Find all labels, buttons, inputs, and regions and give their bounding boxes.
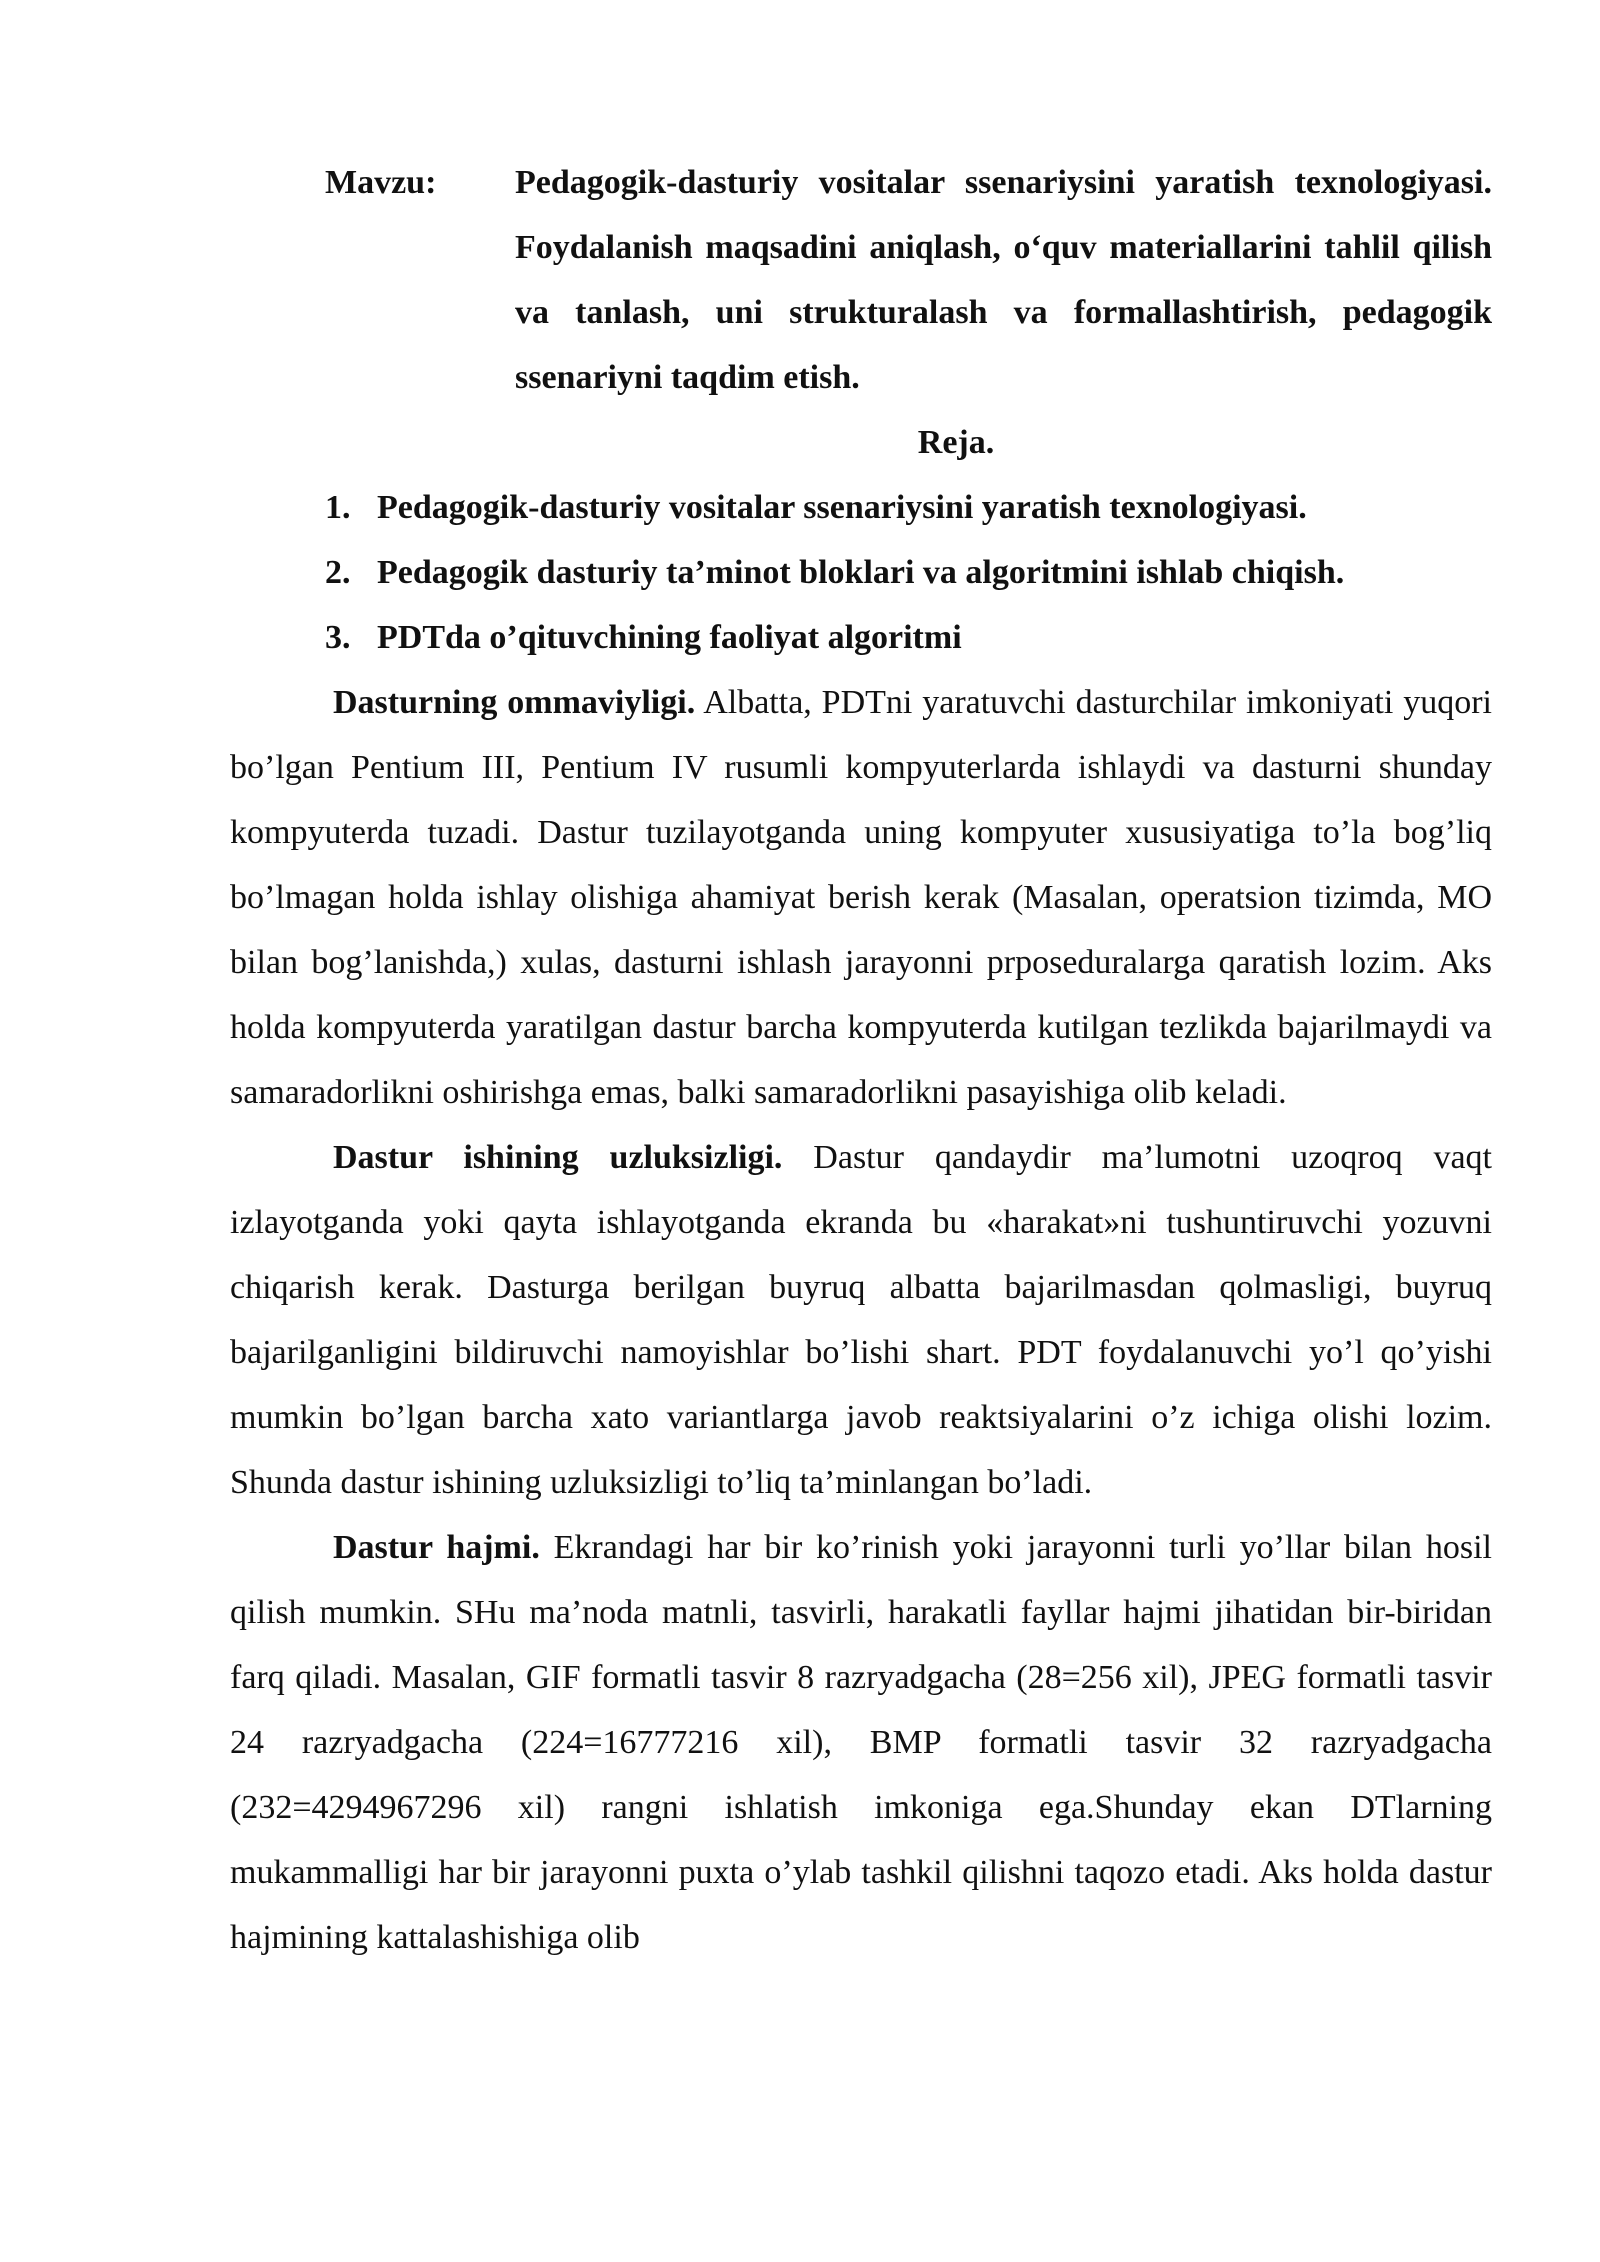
plan-item-text: Pedagogik dasturiy ta’minot bloklari va algoritmini ishlab chiqish.: [377, 554, 1345, 591]
paragraph-body: Ekrandagi har bir ko’rinish yoki jarayonni turli yo’llar bilan hosil qilish mumkin. SHu ma’noda matnli, tasvirli, harakatli fayllar hajmi jihatidan bir-biridan farq qiladi. Masalan, GIF formatli tasvir 8 razryadgacha (28=256 xil), JPEG formatli tasvir 24 razryadgacha (224=16777216 xil), BMP formatli tasvir 32 razryadgacha (232=4294967296 xil) rangni ishlatish imkoniga ega.Shunday ekan DTlarning mukammalligi har bir jarayonni puxta o’ylab tashkil qilishni taqozo etadi. Aks holda dastur hajmining kattalashishiga olib: [230, 1529, 1492, 1956]
plan-item-number: 1.: [325, 489, 351, 526]
paragraph-heading: Dastur hajmi.: [333, 1529, 540, 1566]
document-page: [230, 150, 1492, 1970]
paragraph-size: [230, 1515, 1492, 1970]
plan-title: Reja.: [917, 424, 995, 461]
plan-item-text: PDTda o’qituvchining faoliyat algoritmi: [377, 619, 962, 656]
plan-item: [325, 475, 1492, 540]
paragraph-continuity: [230, 1125, 1492, 1515]
paragraph-heading: Dastur ishining uzluksizligi.: [333, 1139, 783, 1176]
topic-text: Pedagogik-dasturiy vositalar ssenariysini yaratish texnologiyasi. Foydalanish maqsadini aniqlash, o‘quv materiallarini tahlil qilish va tanlash, uni strukturalash va formallashtirish, pedagogik ssenariyni taqdim etish.: [515, 164, 1492, 396]
topic-label: Mavzu:: [325, 164, 437, 201]
topic-block: [230, 150, 1492, 410]
plan-list: [230, 475, 1492, 670]
paragraph-body: Albatta, PDTni yaratuvchi dasturchilar imkoniyati yuqori bo’lgan Pentium III, Pentium IV rusumli kompyuterlarda ishlaydi va dasturni shunday kompyuterda tuzadi. Dastur tuzilayotganda uning kompyuter xususiyatiga to’la bog’liq bo’lmagan holda ishlay olishiga ahamiyat berish kerak (Masalan, operatsion tizimda, MO bilan bog’lanishda,) xulas, dasturni ishlash jarayonni prposeduralarga qaratish lozim. Aks holda kompyuterda yaratilgan dastur barcha kompyuterda kutilgan tezlikda bajarilmaydi va samaradorlikni oshirishga emas, balki samaradorlikni pasayishiga olib keladi.: [230, 684, 1492, 1111]
plan-item-number: 2.: [325, 554, 351, 591]
paragraph-heading: Dasturning ommaviyligi.: [333, 684, 696, 721]
plan-item-text: Pedagogik-dasturiy vositalar ssenariysini yaratish texnologiyasi.: [377, 489, 1307, 526]
plan-item: [325, 540, 1492, 605]
plan-item-number: 3.: [325, 619, 351, 656]
plan-item: [325, 605, 1492, 670]
paragraph-popularity: [230, 670, 1492, 1125]
paragraph-body: Dastur qandaydir ma’lumotni uzoqroq vaqt izlayotganda yoki qayta ishlayotganda ekranda bu «harakat»ni tushuntiruvchi yozuvni chiqarish kerak. Dasturga berilgan buyruq albatta bajarilmasdan qolmasligi, buyruq bajarilganligini bildiruvchi namoyishlar bo’lishi shart. PDT foydalanuvchi yo’l qo’yishi mumkin bo’lgan barcha xato variantlarga javob reaktsiyalarini o’z ichiga olishi lozim. Shunda dastur ishining uzluksizligi to’liq ta’minlangan bo’ladi.: [230, 1139, 1492, 1501]
